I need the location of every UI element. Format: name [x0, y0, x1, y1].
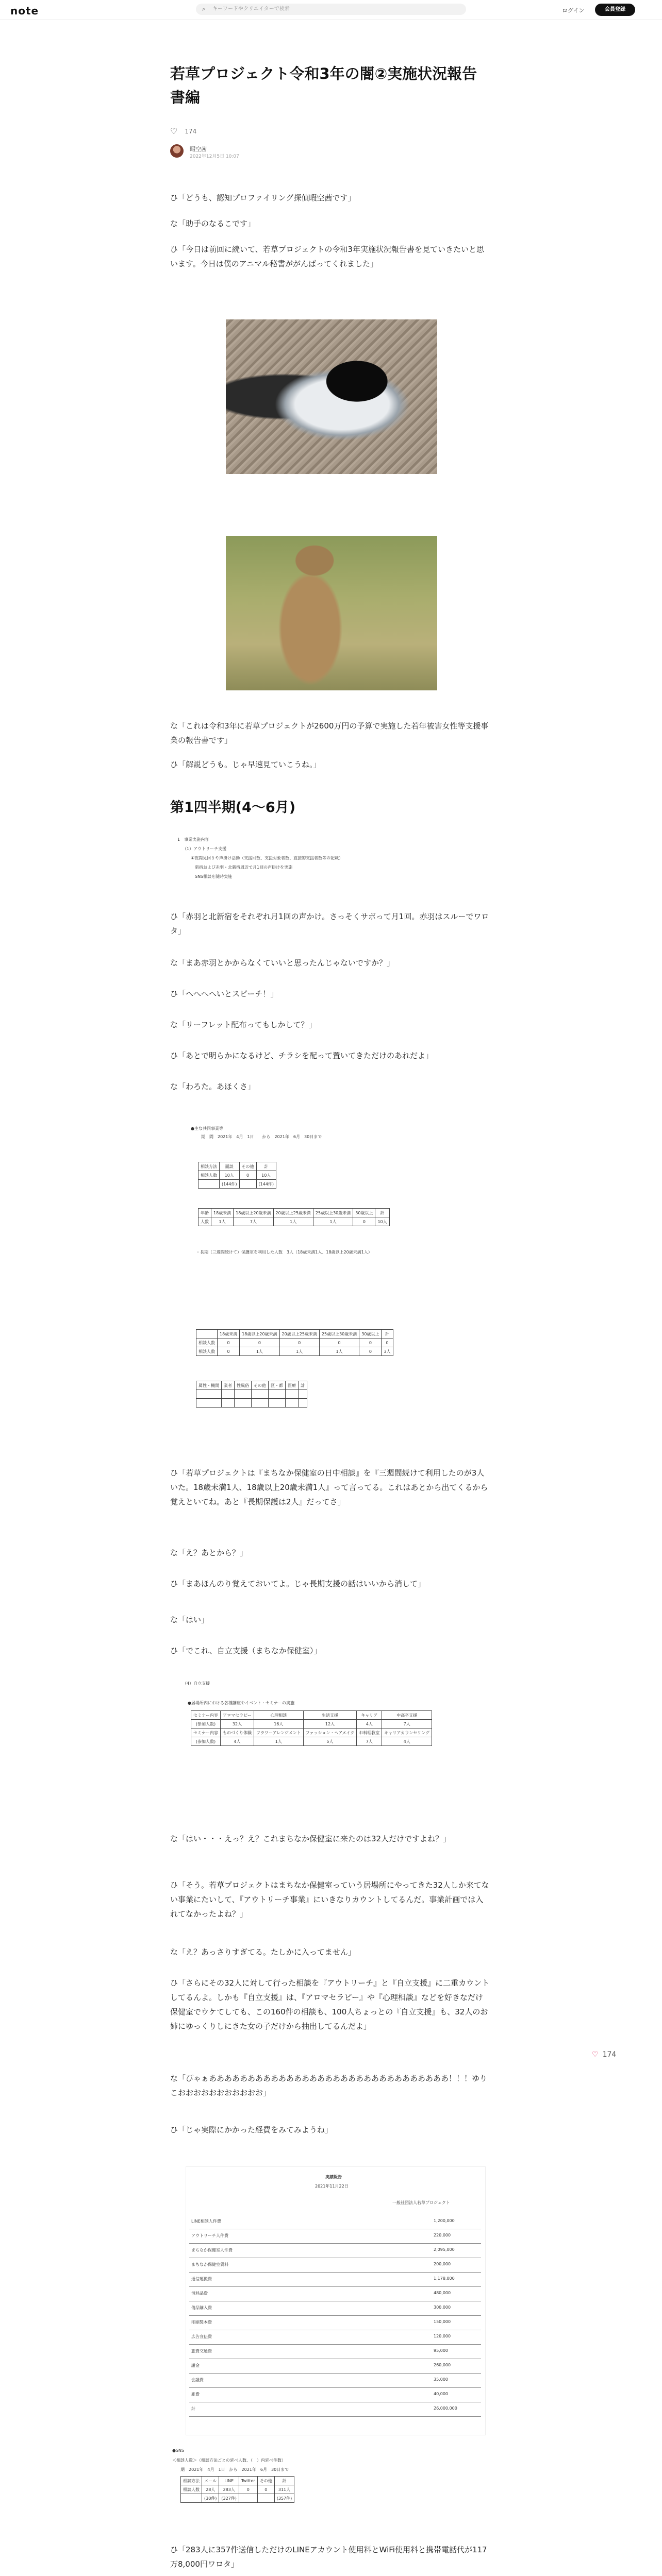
scan-table — [198, 1162, 276, 1189]
paragraph: な「まあ赤羽とかからなくていいと思ったんじゃないですか？」 — [170, 958, 395, 968]
cell: 4人 — [382, 1737, 432, 1746]
budget-amount: 35,000 — [434, 2377, 448, 2382]
paragraph: ひ「どうも、認知プロファイリング探偵暇空茜です」 — [170, 193, 356, 202]
budget-item: 計 — [191, 2406, 195, 2411]
cell: 20歳以上25歳未満 — [279, 1330, 319, 1338]
cell — [222, 1390, 235, 1399]
paragraph: ひ「でこれ、自立支援（まちなか保健室）」 — [170, 1646, 322, 1655]
like-count: 174 — [602, 2050, 617, 2059]
cell: 0 — [279, 1338, 319, 1347]
cell: その他 — [252, 1381, 269, 1390]
cell: 0 — [359, 1338, 382, 1347]
budget-item: まちなか保健室人件費 — [191, 2248, 233, 2252]
cell: Twitter — [239, 2477, 257, 2485]
cell: 18歳未満 — [211, 1209, 234, 1217]
cell: セミナー内容 — [191, 1728, 221, 1737]
budget-item: 備品購入費 — [191, 2306, 212, 2310]
cell: 20歳以上25歳未満 — [273, 1209, 313, 1217]
cell: 4人 — [357, 1720, 382, 1728]
budget-item: 通信運搬費 — [191, 2277, 212, 2281]
search-input[interactable] — [196, 4, 466, 15]
cell — [235, 1390, 252, 1399]
budget-item: 雑費 — [191, 2392, 200, 2397]
scan-period: 期 2021年 4月 1日 から 2021年 6月 30日まで — [180, 2467, 289, 2472]
cell: 12人 — [303, 1720, 357, 1728]
cell: 10人 — [220, 1171, 240, 1180]
cell: 7人 — [234, 1217, 273, 1226]
cell: 人数 — [198, 1217, 211, 1226]
cell: 1人 — [313, 1217, 353, 1226]
top-bar — [0, 0, 662, 20]
paragraph: な「はい・・・えっ？え？これまちなか保健室に来たのは32人だけですよね？」 — [170, 1834, 451, 1843]
budget-item: アウトリーチ人件費 — [191, 2233, 228, 2238]
scan-line: ①夜間見回りや声掛け活動（支援回数、支援対象者数、直接的支援者数等の記載） — [183, 856, 343, 860]
cell — [286, 1399, 299, 1408]
cell: 医療 — [286, 1381, 299, 1390]
paragraph: ひ「若草プロジェクトは『まちなか保健室の日中相談』を『三週間続けて利用したのが3人いた。18歳未満1人、18歳以上20歳未満1人』って言ってる。これはあとから出てくるから覚えといてね。あと『長期保護は2人』だってさ」 — [170, 1468, 488, 1506]
scan-note: ・長期（三週間続けて）保護室を利用した人数 3人（18歳未満1人、18歳以上20歳未満1人） — [196, 1250, 372, 1255]
cell — [198, 1180, 220, 1189]
cell: アロマセラピー — [221, 1711, 254, 1720]
cell: (参加人数) — [191, 1737, 221, 1746]
cell: 計 — [274, 2477, 294, 2485]
prairie-dog-photo — [226, 536, 437, 690]
budget-amount: 150,000 — [434, 2319, 451, 2324]
cell: (144件) — [220, 1180, 240, 1189]
like-count: 174 — [185, 128, 197, 135]
budget-item: まちなか保健室賃料 — [191, 2262, 228, 2267]
scan-line: （1）アウトリーチ支援 — [183, 846, 227, 851]
cell: 性風俗 — [235, 1381, 252, 1390]
publish-date: 2022年12月5日 10:07 — [190, 154, 239, 159]
paragraph: ひ「さらにその32人に対して行った相談を『アウトリーチ』と『自立支援』に二重カウントしてるんよ。しかも『自立支援』は、『アロマセラピー』や『心理相談』などを好きなだけ保健室でウケてしても、この160件の相談も、100人ちょっとの『自立支援』も、32人のお姉にゆっくりしにきた女の子だけから抽出してるんだよ」 — [170, 1978, 490, 2031]
paragraph: ひ「へへへへいとスピーチ！」 — [170, 989, 278, 998]
cell: 1人 — [211, 1217, 234, 1226]
cell: (144件) — [256, 1180, 276, 1189]
budget-amount: 120,000 — [434, 2334, 451, 2338]
budget-item: 会議費 — [191, 2378, 204, 2382]
budget-item: 旅費交通費 — [191, 2349, 212, 2353]
budget-report-scan — [186, 2166, 486, 2435]
cell: 0 — [239, 2485, 257, 2494]
rule-line — [189, 2373, 481, 2374]
budget-item: LINE相談人件費 — [191, 2219, 221, 2224]
budget-amount: 2,095,000 — [434, 2247, 455, 2252]
scan-table — [180, 2476, 294, 2503]
cell: 相談人数 — [181, 2485, 202, 2494]
cell: 30歳以上 — [359, 1330, 382, 1338]
budget-amount: 480,000 — [434, 2291, 451, 2295]
budget-amount: 95,000 — [434, 2348, 448, 2353]
cell: 0 — [353, 1217, 375, 1226]
consultation-table-scan — [191, 1126, 490, 1291]
cell: その他 — [257, 2477, 274, 2485]
cell: ものづくり体験 — [221, 1728, 254, 1737]
paragraph: ひ「じゃ実際にかかった経費をみてみようね」 — [170, 2125, 333, 2134]
scan-line: 新宿および赤羽・北新宿周辺で月1回の声掛けを実施 — [183, 865, 293, 870]
cell: LINE — [219, 2477, 239, 2485]
sns-table-scan — [170, 2447, 490, 2524]
cell: 30歳以上 — [353, 1209, 375, 1217]
cell: (357件) — [274, 2494, 294, 2503]
scan-table — [191, 1710, 432, 1746]
cell: 相談人数 — [196, 1338, 218, 1347]
cell — [286, 1390, 299, 1399]
scan-table — [196, 1329, 393, 1356]
budget-amount: 260,000 — [434, 2363, 451, 2367]
scan-line: 1 事業実施内容 — [177, 837, 209, 842]
cell: 0 — [319, 1338, 359, 1347]
cell — [252, 1390, 269, 1399]
cell — [196, 1330, 218, 1338]
scan-org: 一般社団法人若草プロジェクト — [392, 2200, 450, 2205]
login-link[interactable]: ログイン — [562, 7, 585, 14]
cell: 0 — [382, 1338, 393, 1347]
paragraph: ひ「今日は前回に続いて、若草プロジェクトの令和3年実施状況報告書を見ていきたいと思います。今日は僕のアニマル秘書ががんばってくれました」 — [170, 245, 484, 268]
cell: 1人 — [254, 1737, 304, 1746]
search-icon: ⌕ — [202, 6, 206, 12]
cell: 0 — [257, 2485, 274, 2494]
paragraph: ひ「あとで明らかになるけど、チラシを配って置いてきただけのあれだよ」 — [170, 1051, 434, 1060]
cell: 18歳未満 — [218, 1330, 240, 1338]
cell: お料理教室 — [357, 1728, 382, 1737]
cell: 18歳以上20歳未満 — [234, 1209, 273, 1217]
rule-line — [189, 2315, 481, 2316]
cell: 1人 — [319, 1347, 359, 1356]
budget-amount: 220,000 — [434, 2233, 451, 2238]
scan-sub: ●居場所内における各種講座やイベント・セミナーの実施 — [188, 1701, 294, 1705]
cell: 10人 — [375, 1217, 389, 1226]
cell — [252, 1399, 269, 1408]
heart-icon[interactable]: ♡ — [170, 126, 178, 136]
cell: 0 — [218, 1338, 240, 1347]
budget-amount: 200,000 — [434, 2262, 451, 2266]
cell: 相談方法 — [181, 2477, 202, 2485]
budget-item: 広告宣伝費 — [191, 2334, 212, 2339]
cell — [235, 1399, 252, 1408]
rule-line — [189, 2286, 481, 2287]
cell: キャリア — [357, 1711, 382, 1720]
cell: 相談方法 — [198, 1162, 220, 1171]
paragraph: な「助手のなるこです」 — [170, 219, 256, 228]
cell — [196, 1390, 222, 1399]
cell — [239, 1180, 256, 1189]
cell: 業者 — [222, 1381, 235, 1390]
avatar[interactable] — [170, 144, 184, 158]
cell: 7人 — [382, 1720, 432, 1728]
rule-line — [189, 2387, 481, 2388]
cell: その他 — [239, 1162, 256, 1171]
article-title: 若草プロジェクト令和3年の闇②実施状況報告書編 — [170, 65, 477, 106]
cell: 計 — [375, 1209, 389, 1217]
wagtail-photo — [226, 319, 437, 474]
search-placeholder: キーワードやクリエイターで検索 — [212, 6, 290, 12]
cell: 10人 — [256, 1171, 276, 1180]
scan-period: 期 間 2021年 4月 1日 から 2021年 6月 30日まで — [201, 1134, 322, 1139]
cell — [299, 1390, 307, 1399]
budget-amount: 40,000 — [434, 2392, 448, 2396]
note-logo[interactable]: note — [10, 5, 39, 17]
cell: 25歳以上30歳未満 — [313, 1209, 353, 1217]
paragraph: ひ「そう。若草プロジェクトはまちなか保健室っていう居場所にやってきた32人しか来てない事業にたいして、『アウトリーチ事業』にいきなりカウントしてるんだ。事業計画では入れてなかったよね？」 — [170, 1880, 489, 1919]
budget-item: 消耗品費 — [191, 2291, 208, 2296]
scan-heading: （4）自立支援 — [183, 1681, 210, 1686]
scan-heading: ●主な共同事業等 — [191, 1126, 223, 1131]
cell: 区・都 — [269, 1381, 286, 1390]
cell: 年齢 — [198, 1209, 211, 1217]
cell: 283人 — [219, 2485, 239, 2494]
rule-line — [189, 2344, 481, 2345]
cell — [222, 1399, 235, 1408]
cell: 0 — [240, 1338, 279, 1347]
plan-scan — [175, 835, 412, 891]
scan-table — [196, 1381, 307, 1408]
seminar-table-scan — [180, 1680, 490, 1808]
paragraph: な「え？あっさりすぎてる。たしかに入ってません」 — [170, 1947, 356, 1957]
cell: 0 — [239, 1171, 256, 1180]
budget-amount: 300,000 — [434, 2305, 451, 2310]
cell: 生活支援 — [303, 1711, 357, 1720]
cell: 5人 — [303, 1737, 357, 1746]
cell: 計 — [382, 1330, 393, 1338]
cell: 25歳以上30歳未満 — [319, 1330, 359, 1338]
cell: 311人 — [274, 2485, 294, 2494]
cell — [196, 1399, 222, 1408]
cell: (30件) — [202, 2494, 219, 2503]
cell: フラワーアレンジメント — [254, 1728, 304, 1737]
cell: 4人 — [221, 1737, 254, 1746]
cell: 28人 — [202, 2485, 219, 2494]
cell — [257, 2494, 274, 2503]
cell — [299, 1399, 307, 1408]
cell: 相談人数 — [196, 1347, 218, 1356]
cell: 18歳以上20歳未満 — [240, 1330, 279, 1338]
paragraph: な「これは令和3年に若草プロジェクトが2600万円の予算で実施した若年被害女性等支援事業の報告書です」 — [170, 721, 489, 745]
cell — [269, 1390, 286, 1399]
cell — [181, 2494, 202, 2503]
cell: メール — [202, 2477, 219, 2485]
paragraph: ひ「283人に357件送信しただけのLINEアカウント使用料とWiFi使用料と携帯電話代が117万8,000円ワロタ」 — [170, 2545, 487, 2569]
cell — [269, 1399, 286, 1408]
signup-button[interactable]: 会員登録 — [595, 4, 635, 16]
cell: 1人 — [279, 1347, 319, 1356]
heart-icon[interactable]: ♡ — [592, 2050, 599, 2059]
cell: 16人 — [254, 1720, 304, 1728]
paragraph: な「リーフレット配布ってもしかして？」 — [170, 1020, 317, 1029]
cell: (参加人数) — [191, 1720, 221, 1728]
paragraph: ひ「まあほんのり覚えておいてよ。じゃ長期支援の話はいいから消して」 — [170, 1579, 426, 1588]
scan-date: 2021年11月22日 — [315, 2184, 349, 2189]
cell: 3人 — [382, 1347, 393, 1356]
scan-sub: ＜相談人数＞（相談方法ごとの延べ人数、（ ）内延べ件数） — [172, 2458, 286, 2463]
budget-amount: 26,000,000 — [434, 2406, 457, 2411]
rule-line — [189, 2272, 481, 2273]
cell: 32人 — [221, 1720, 254, 1728]
scan-line: SNS相談を随時実施 — [183, 874, 233, 879]
cell: 相談人数 — [198, 1171, 220, 1180]
cell: キャリアカウンセリング — [382, 1728, 432, 1737]
cell: 1人 — [273, 1217, 313, 1226]
scan-title: 実績報告 — [325, 2175, 342, 2179]
paragraph: な「ぴゃぁあああああああああああああああああああああああああああああああ！！！ゆりこおおおおおおおおおおお」 — [170, 2074, 488, 2097]
floating-like-button[interactable] — [592, 2050, 616, 2059]
cell: 中高卒支援 — [382, 1711, 432, 1720]
budget-item: 謝金 — [191, 2363, 200, 2368]
cell: 計 — [256, 1162, 276, 1171]
cell: (327件) — [219, 2494, 239, 2503]
like-counter[interactable] — [170, 126, 196, 136]
paragraph: な「え？あとから？」 — [170, 1548, 248, 1557]
cell: 0 — [218, 1347, 240, 1356]
cell: 1人 — [240, 1347, 279, 1356]
paragraph: ひ「赤羽と北新宿をそれぞれ月1回の声かけ。さっそくサボって月1回。赤羽はスルーでワロタ」 — [170, 912, 489, 936]
cell: ファッション・ヘアメイク — [303, 1728, 357, 1737]
paragraph: な「わろた。あほくさ」 — [170, 1082, 256, 1091]
budget-amount: 1,200,000 — [434, 2218, 455, 2223]
cell: 属性・機関 — [196, 1381, 222, 1390]
cell: 0 — [359, 1347, 382, 1356]
age-table-scan — [191, 1298, 490, 1448]
paragraph: な「はい」 — [170, 1615, 209, 1624]
cell — [239, 2494, 257, 2503]
rule-line — [189, 2243, 481, 2244]
budget-item: 印刷製本費 — [191, 2320, 212, 2325]
cell: 心理相談 — [254, 1711, 304, 1720]
cell: 計 — [299, 1381, 307, 1390]
author-name[interactable]: 暇空茜 — [190, 146, 207, 152]
cell: セミナー内容 — [191, 1711, 221, 1720]
cell: 7人 — [357, 1737, 382, 1746]
rule-line — [189, 2416, 481, 2417]
paragraph: ひ「解説どうも。じゃ早速見ていこうね。」 — [170, 760, 321, 769]
cell: 面談 — [220, 1162, 240, 1171]
section-heading: 第1四半期(4〜6月) — [170, 800, 296, 816]
budget-amount: 1,178,000 — [434, 2276, 455, 2281]
scan-table — [198, 1208, 390, 1226]
scan-heading: ●SNS — [172, 2448, 185, 2453]
